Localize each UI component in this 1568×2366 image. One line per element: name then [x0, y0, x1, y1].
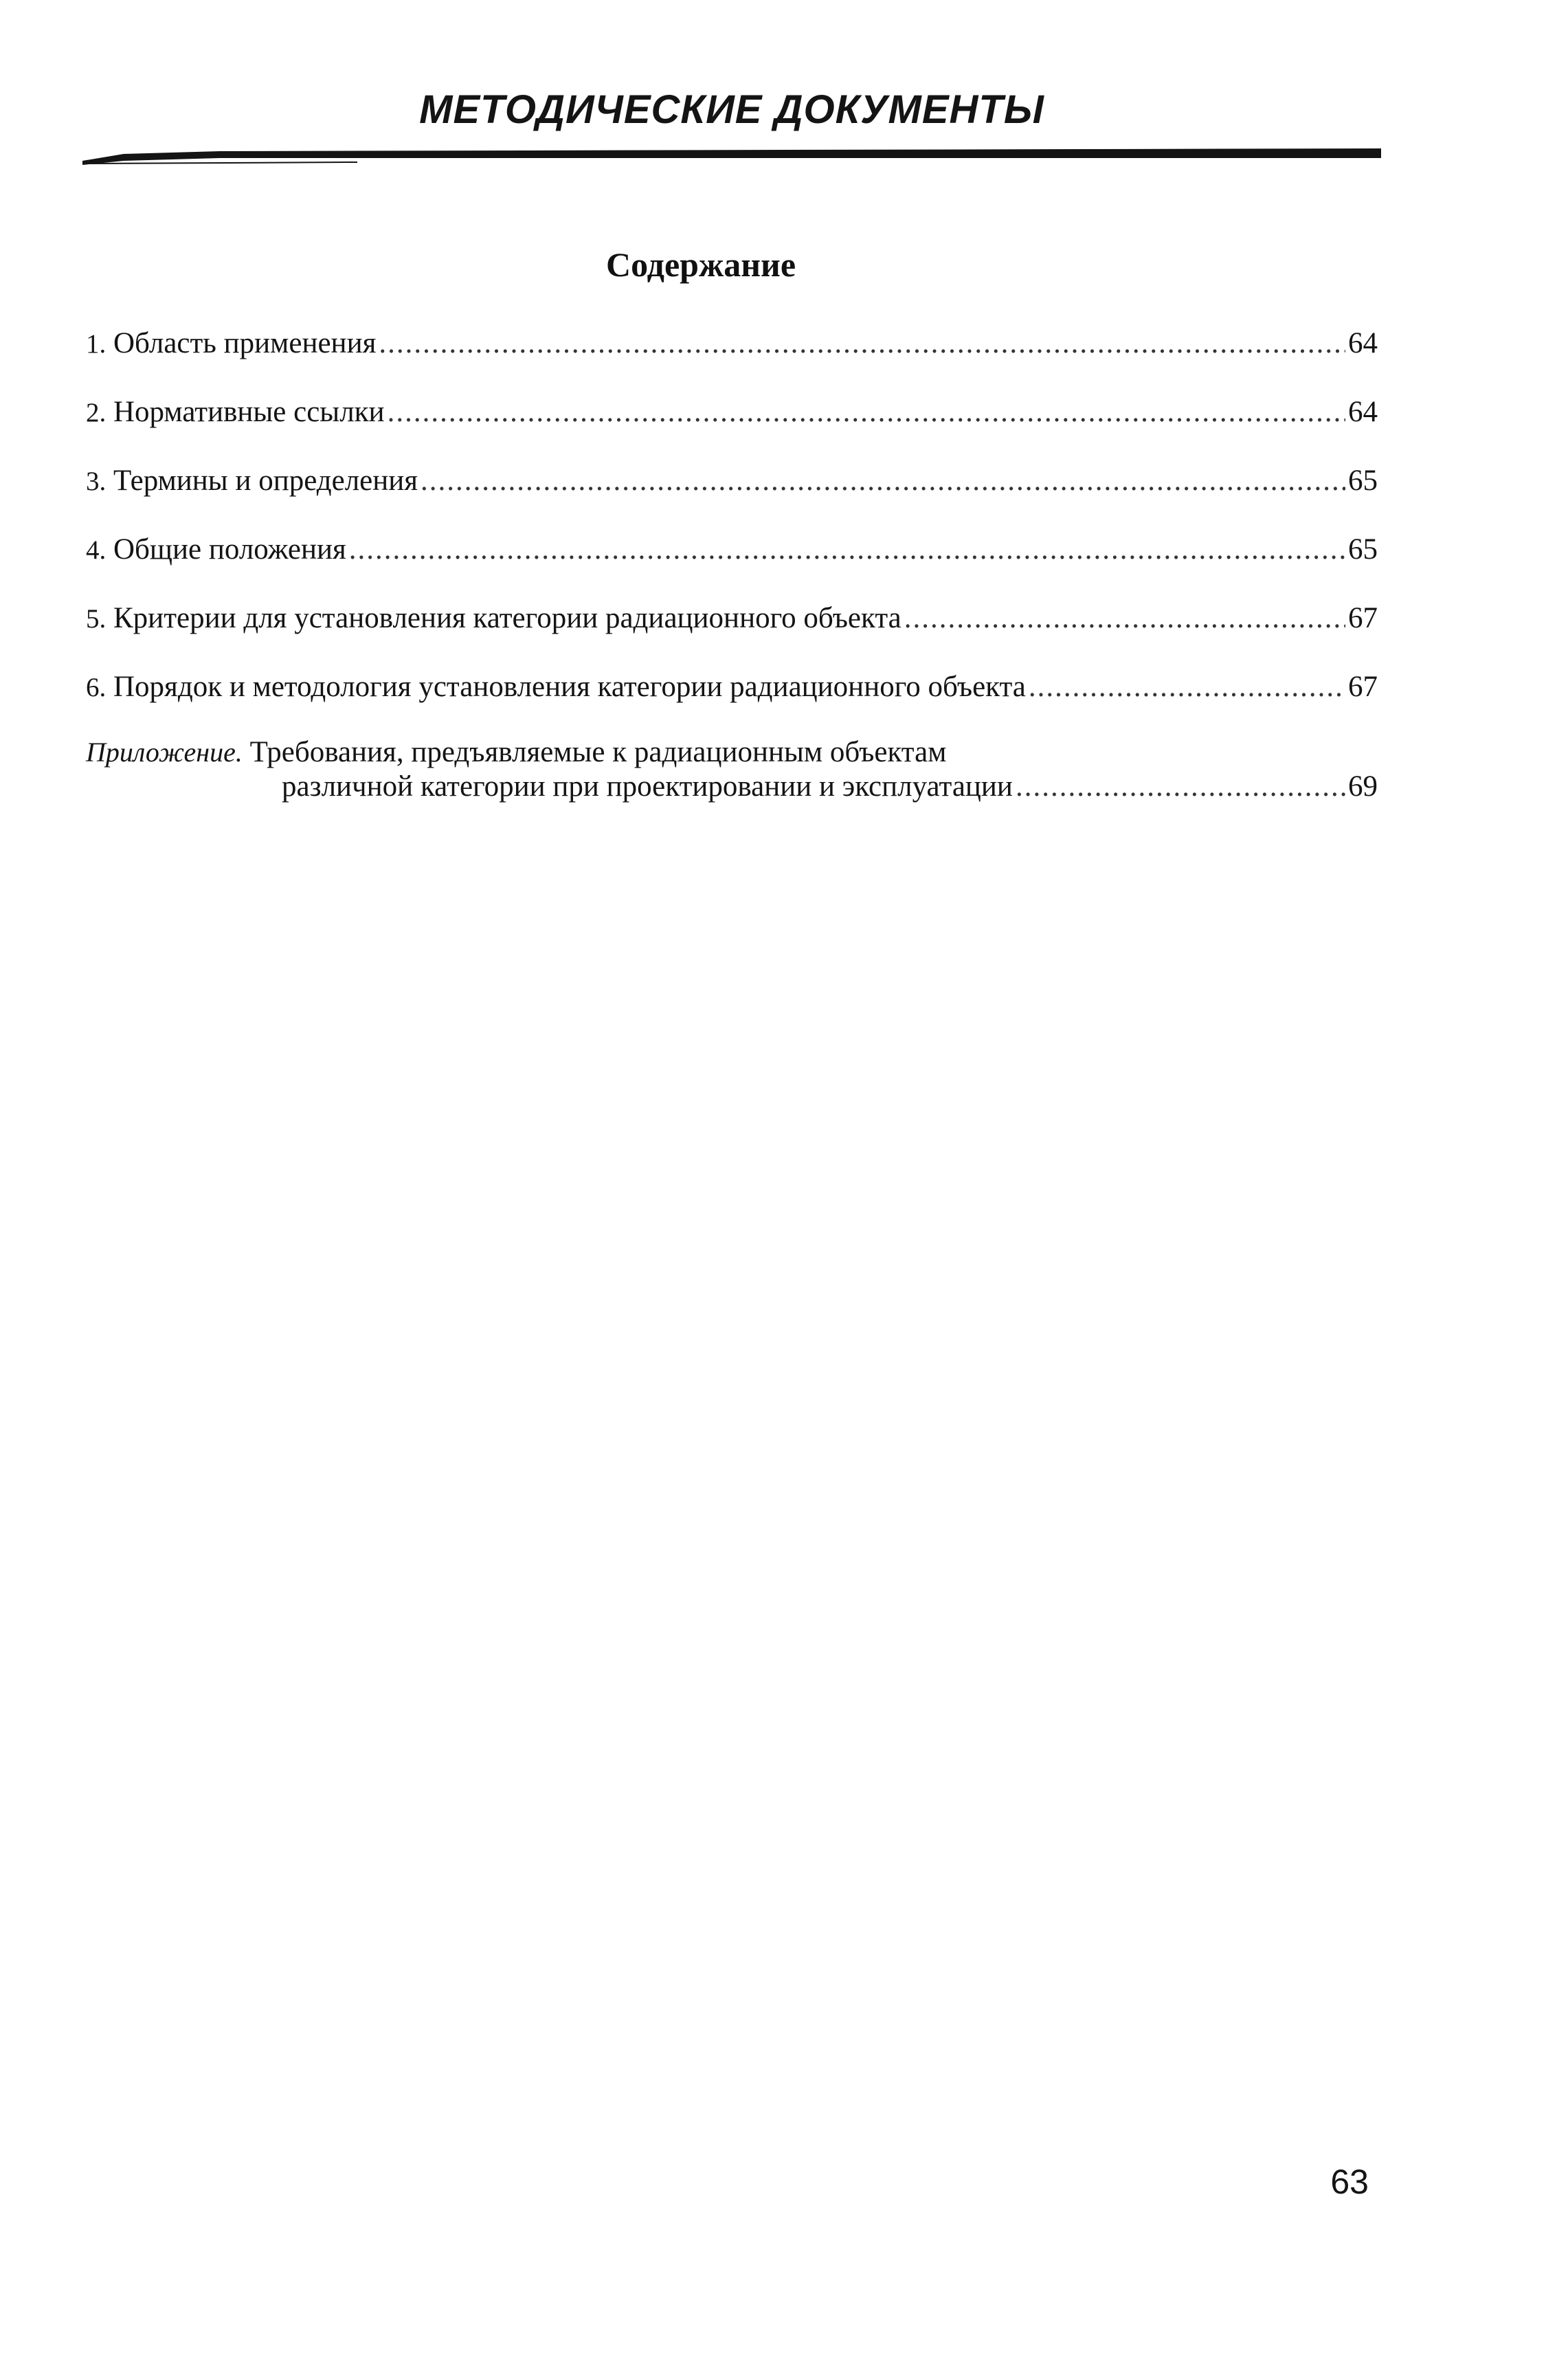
appendix-second-line: [86, 770, 1378, 804]
toc-entry-title: Нормативные ссылки: [113, 396, 385, 428]
dot-leader: [1016, 770, 1345, 804]
toc-entry-page: 65: [1348, 533, 1378, 566]
toc-entry-label: [86, 598, 901, 640]
toc-entry-page: 64: [1348, 396, 1378, 428]
toc-entry-title: Термины и определения: [113, 465, 418, 497]
toc-entry-page: 67: [1348, 602, 1378, 634]
toc-entry-label: [86, 323, 376, 365]
appendix-title-line2: различной категории при проектировании и эксплуатации: [282, 770, 1013, 803]
appendix-label: Приложение.: [86, 737, 243, 768]
appendix-title-line1: Требования, предъявляемые к радиационным объектам: [249, 736, 947, 768]
toc-entry[interactable]: [86, 323, 1378, 392]
toc-entry[interactable]: [86, 529, 1378, 598]
toc-entry-label: [86, 392, 385, 434]
dot-leader: [1029, 667, 1345, 708]
toc-entry-number: 2.: [86, 398, 107, 427]
toc-entry[interactable]: [86, 392, 1378, 460]
toc-entry-label: [86, 529, 346, 571]
header-rule: [82, 146, 1381, 166]
toc-entry-title: Критерии для установления категории радиационного объекта: [113, 602, 901, 634]
running-header: [82, 82, 1381, 165]
running-header-title: МЕТОДИЧЕСКИЕ ДОКУМЕНТЫ: [419, 87, 1044, 132]
toc-entry-label: [86, 460, 418, 502]
toc-entry-number: 5.: [86, 604, 107, 634]
toc-entry-title: Порядок и методология установления категории радиационного объекта: [113, 671, 1026, 703]
dot-leader: [388, 392, 1345, 433]
appendix-first-line: [86, 735, 1378, 770]
appendix-page: 69: [1348, 770, 1378, 803]
table-of-contents: [86, 323, 1378, 804]
toc-heading: Содержание: [605, 245, 796, 284]
toc-entry-number: 3.: [86, 467, 107, 496]
page-number: 63: [1330, 2163, 1369, 2201]
toc-entry[interactable]: [86, 667, 1378, 735]
toc-entry-label: [86, 667, 1026, 708]
toc-entry-page: 64: [1348, 327, 1378, 359]
toc-entry-number: 4.: [86, 535, 107, 565]
dot-leader: [349, 529, 1345, 570]
dot-leader: [379, 323, 1345, 364]
toc-entry-title: Общие положения: [113, 533, 346, 566]
toc-entry-number: 1.: [86, 329, 107, 359]
dot-leader: [904, 598, 1345, 639]
toc-entry-title: Область применения: [113, 327, 377, 359]
toc-entry[interactable]: [86, 598, 1378, 667]
toc-entry-page: 67: [1348, 671, 1378, 703]
toc-entry-number: 6.: [86, 673, 107, 702]
toc-entry-page: 65: [1348, 465, 1378, 497]
toc-entry[interactable]: [86, 460, 1378, 529]
dot-leader: [421, 460, 1345, 502]
toc-appendix-entry[interactable]: [86, 735, 1378, 804]
